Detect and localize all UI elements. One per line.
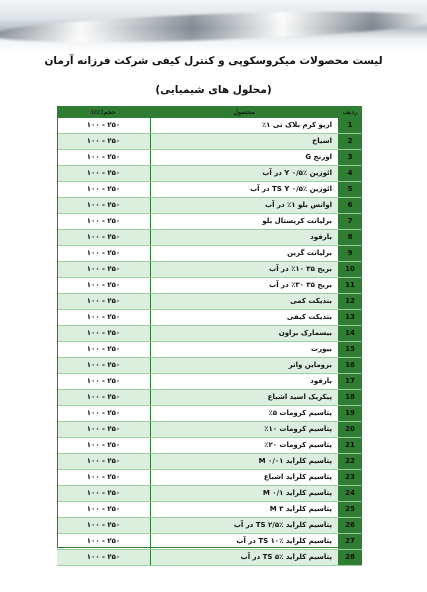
row-index: 11 — [338, 278, 362, 293]
row-volume: ۱۰۰ - ۲۵۰ — [57, 342, 150, 357]
table-row — [57, 230, 362, 246]
row-index: 20 — [338, 422, 362, 437]
row-index: 7 — [338, 214, 362, 229]
row-index: 10 — [338, 262, 362, 277]
row-volume: ۱۰۰ - ۲۵۰ — [57, 534, 150, 549]
table-row — [57, 438, 362, 454]
table-row — [57, 326, 362, 342]
row-volume: ۱۰۰ - ۲۵۰ — [57, 518, 150, 533]
table-row — [57, 278, 362, 294]
row-product: پیکریک اسید اشباع — [150, 390, 338, 405]
table-header — [57, 106, 362, 118]
row-volume: ۱۰۰ - ۲۵۰ — [57, 166, 150, 181]
row-product: ائوزین TS Y ۰/۵٪ در آب — [150, 182, 338, 197]
row-product: بارفود — [150, 374, 338, 389]
row-index: 17 — [338, 374, 362, 389]
table-row — [57, 486, 362, 502]
table-row — [57, 134, 362, 150]
water-splash-graphic — [0, 6, 427, 48]
row-product: بروماین واتر — [150, 358, 338, 373]
row-volume: ۱۰۰ - ۲۵۰ — [57, 390, 150, 405]
row-index: 16 — [338, 358, 362, 373]
row-index: 6 — [338, 198, 362, 213]
row-product: پتاسیم کرومات ۲۰٪ — [150, 438, 338, 453]
table-row — [57, 214, 362, 230]
table-row — [57, 294, 362, 310]
row-volume: ۱۰۰ - ۲۵۰ — [57, 262, 150, 277]
products-table — [57, 106, 362, 566]
table-row — [57, 470, 362, 486]
row-index: 3 — [338, 150, 362, 165]
table-row — [57, 262, 362, 278]
row-index: 14 — [338, 326, 362, 341]
row-index: 18 — [338, 390, 362, 405]
row-product: ائوزین Y ۰/۵٪ در آب — [150, 166, 338, 181]
row-product: پتاسیم کرومات ۵٪ — [150, 406, 338, 421]
row-product: بیسمارک براون — [150, 326, 338, 341]
table-row — [57, 406, 362, 422]
document-title: لیست محصولات میکروسکوپی و کنترل کیفی شرکت فرزانه آرمان — [44, 55, 383, 67]
row-volume: ۱۰۰ - ۲۵۰ — [57, 470, 150, 485]
row-index: 13 — [338, 310, 362, 325]
row-product: پتاسیم کلراید M ۰/۰۱ — [150, 454, 338, 469]
row-volume: ۱۰۰ - ۲۵۰ — [57, 438, 150, 453]
row-index: 23 — [338, 470, 362, 485]
row-product: پتاسیم کلراید اشباع — [150, 470, 338, 485]
row-product: بریج ۳۵ ۱۰٪ در آب — [150, 262, 338, 277]
row-product: بریج ۳۵ ۳۰٪ در آب — [150, 278, 338, 293]
row-index: 2 — [338, 134, 362, 149]
row-volume: ۱۰۰ - ۲۵۰ — [57, 406, 150, 421]
header-product: محصول — [233, 108, 255, 116]
table-row — [57, 358, 362, 374]
row-index: 8 — [338, 230, 362, 245]
row-index: 5 — [338, 182, 362, 197]
table-row — [57, 118, 362, 134]
row-volume: ۱۰۰ - ۲۵۰ — [57, 486, 150, 501]
table-row — [57, 534, 362, 550]
row-volume: ۱۰۰ - ۲۵۰ — [57, 422, 150, 437]
table-row — [57, 166, 362, 182]
row-volume: ۱۰۰ - ۲۵۰ — [57, 374, 150, 389]
row-volume: ۱۰۰ - ۲۵۰ — [57, 326, 150, 341]
row-volume: ۱۰۰ - ۲۵۰ — [57, 310, 150, 325]
table-row — [57, 374, 362, 390]
table-row — [57, 182, 362, 198]
row-volume: ۱۰۰ - ۲۵۰ — [57, 214, 150, 229]
row-volume: ۱۰۰ - ۲۵۰ — [57, 246, 150, 261]
row-product: برلیانت کریستال بلو — [150, 214, 338, 229]
table-row — [57, 150, 362, 166]
row-index: 24 — [338, 486, 362, 501]
row-product: اورنج G — [150, 150, 338, 165]
table-row — [57, 390, 362, 406]
row-volume: ۱۰۰ - ۲۵۰ — [57, 230, 150, 245]
row-volume: ۱۰۰ - ۲۵۰ — [57, 294, 150, 309]
decorative-header-band — [0, 0, 427, 52]
row-index: 28 — [338, 550, 362, 565]
table-row — [57, 310, 362, 326]
table-row — [57, 518, 362, 534]
table-row — [57, 246, 362, 262]
row-index: 21 — [338, 438, 362, 453]
row-index: 26 — [338, 518, 362, 533]
row-index: 19 — [338, 406, 362, 421]
table-row — [57, 454, 362, 470]
document-subtitle: (محلول های شیمیایی) — [155, 84, 272, 96]
row-product: پتاسیم کلراید TS ۵٪ در آب — [150, 550, 338, 565]
row-index: 9 — [338, 246, 362, 261]
table-row — [57, 502, 362, 518]
row-volume: ۱۰۰ - ۲۵۰ — [57, 134, 150, 149]
row-product: پتاسیم کلراید M ۰/۱ — [150, 486, 338, 501]
row-product: اسیاح — [150, 134, 338, 149]
header-volume: حجم(cc) — [91, 108, 116, 116]
table-row — [57, 550, 362, 566]
row-product: بندیکت کمی — [150, 294, 338, 309]
row-index: 4 — [338, 166, 362, 181]
row-product: اریو کرم بلاک تی ۱٪ — [150, 118, 338, 133]
row-index: 15 — [338, 342, 362, 357]
row-product: بیورت — [150, 342, 338, 357]
row-product: پتاسیم کلراید M ۳ — [150, 502, 338, 517]
row-product: پتاسیم کلراید TS ۱۰٪ در آب — [150, 534, 338, 549]
row-volume: ۱۰۰ - ۲۵۰ — [57, 198, 150, 213]
row-volume: ۱۰۰ - ۲۵۰ — [57, 358, 150, 373]
row-volume: ۱۰۰ - ۲۵۰ — [57, 550, 150, 565]
row-volume: ۱۰۰ - ۲۵۰ — [57, 118, 150, 133]
row-product: بارفود — [150, 230, 338, 245]
row-index: 25 — [338, 502, 362, 517]
table-row — [57, 198, 362, 214]
row-volume: ۱۰۰ - ۲۵۰ — [57, 502, 150, 517]
row-volume: ۱۰۰ - ۲۵۰ — [57, 150, 150, 165]
header-index: ردیف — [342, 108, 358, 116]
row-index: 12 — [338, 294, 362, 309]
row-product: پتاسیم کرومات ۱۰٪ — [150, 422, 338, 437]
row-volume: ۱۰۰ - ۲۵۰ — [57, 454, 150, 469]
row-index: 22 — [338, 454, 362, 469]
row-product: برلیانت گرین — [150, 246, 338, 261]
row-index: 1 — [338, 118, 362, 133]
row-product: پتاسیم کلراید TS ۲/۵٪ در آب — [150, 518, 338, 533]
row-volume: ۱۰۰ - ۲۵۰ — [57, 182, 150, 197]
table-body — [57, 118, 362, 566]
row-volume: ۱۰۰ - ۲۵۰ — [57, 278, 150, 293]
table-row — [57, 422, 362, 438]
row-product: اوانس بلو ۱٪ در آب — [150, 198, 338, 213]
row-product: بندیکت کیفی — [150, 310, 338, 325]
table-row — [57, 342, 362, 358]
row-index: 27 — [338, 534, 362, 549]
